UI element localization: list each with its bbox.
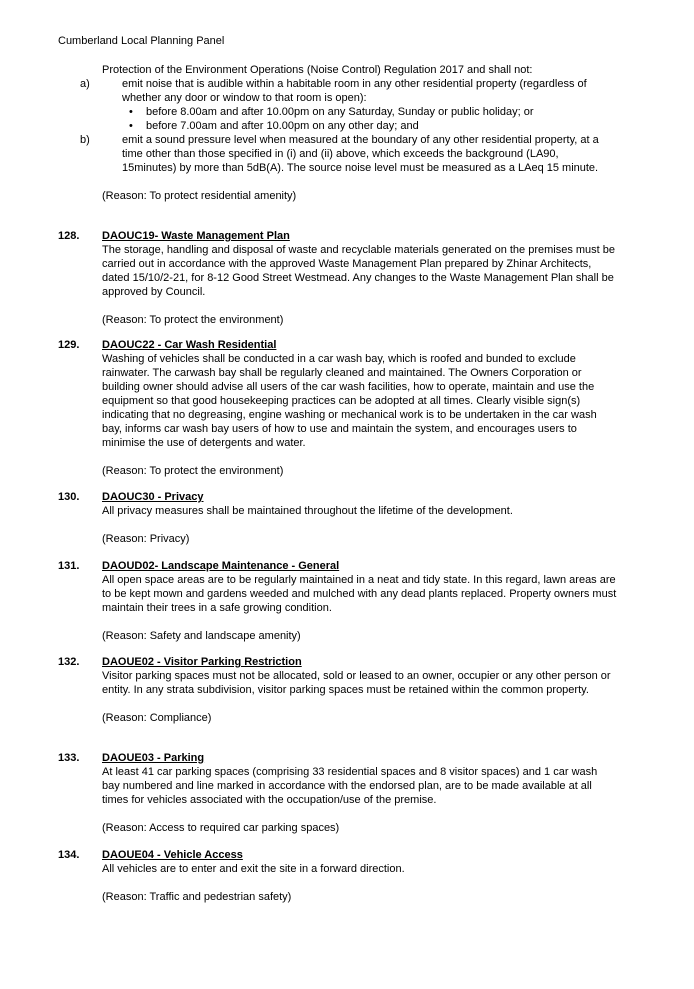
- clause-b-text: emit a sound pressure level when measured at the boundary of any other residential property, at a time other than those specified in (i) and (ii) above, which exceeds the background (LA90, 15minutes) by more than 5dB(A). The source noise level must be measured as a LAeq 15 minute.: [122, 134, 599, 174]
- bullet-text: before 8.00am and after 10.00pm on any Saturday, Sunday or public holiday; or: [146, 106, 534, 118]
- clause-b-label: b): [80, 134, 90, 146]
- condition-number: 130.: [58, 491, 80, 503]
- condition-text: All vehicles are to enter and exit the site in a forward direction.: [102, 863, 405, 875]
- condition-title: DAOUE03 - Parking: [102, 752, 205, 764]
- reason-text: (Reason: To protect the environment): [102, 314, 284, 326]
- reason-text: (Reason: Privacy): [102, 533, 190, 545]
- condition-133: [58, 751, 618, 835]
- page-header: Cumberland Local Planning Panel: [58, 35, 225, 47]
- condition-title: DAOUC30 - Privacy: [102, 491, 204, 503]
- condition-text: Washing of vehicles shall be conducted in a car wash bay, which is roofed and bunded to exclude rainwater. The carwash bay shall be regularly cleaned and maintained. The Owners Corporation or building owner should advise all users of the car wash facilities, how to operate, maintain and use the equipment so that good housekeeping practices can be adopted at all times. Clearly visible sign(s) indicating that no degreasing, engine washing or mechanical work is to be undertaken in the car wash bay, informs car wash bay users of how to use and maintain the system, and encourages users to minimise the use of detergents and water.: [102, 353, 597, 449]
- condition-text: Visitor parking spaces must not be allocated, sold or leased to an owner, occupier or any other person or entity. In any strata subdivision, visitor parking spaces must be retained within the common property.: [102, 670, 611, 696]
- reason-text: (Reason: To protect the environment): [102, 465, 284, 477]
- clause-b: [80, 133, 602, 175]
- condition-title: DAOUC22 - Car Wash Residential: [102, 339, 277, 351]
- condition-134: [58, 848, 618, 904]
- condition-number: 128.: [58, 230, 80, 242]
- intro-lead: Protection of the Environment Operations (Noise Control) Regulation 2017 and shall not:: [102, 64, 533, 76]
- bullet-icon: •: [129, 120, 133, 132]
- condition-129: [58, 338, 618, 478]
- reason-text: (Reason: Safety and landscape amenity): [102, 630, 301, 642]
- clause-a-label: a): [80, 78, 90, 90]
- condition-text: All open space areas are to be regularly maintained in a neat and tidy state. In this regard, lawn areas are to be kept mown and gardens weeded and mulched with any dead plants replaced. Property owners must maintain their trees in a safe growing condition.: [102, 574, 617, 614]
- noise-condition-continuation: [80, 63, 602, 203]
- bullet-icon: •: [129, 106, 133, 118]
- reason-text: (Reason: Compliance): [102, 712, 212, 724]
- condition-number: 134.: [58, 849, 80, 861]
- clause-a-text: emit noise that is audible within a habitable room in any other residential property (regardless of whether any door or window to that room is open):: [122, 78, 587, 104]
- condition-number: 129.: [58, 339, 80, 351]
- condition-text: All privacy measures shall be maintained throughout the lifetime of the development.: [102, 505, 513, 517]
- condition-title: DAOUD02- Landscape Maintenance - General: [102, 560, 340, 572]
- bullet-text: before 7.00am and after 10.00pm on any other day; and: [146, 120, 419, 132]
- reason-text: (Reason: To protect residential amenity): [102, 190, 297, 202]
- condition-number: 133.: [58, 752, 80, 764]
- condition-131: [58, 559, 618, 643]
- condition-title: DAOUE04 - Vehicle Access: [102, 849, 243, 861]
- bullet-item: [102, 119, 602, 133]
- condition-number: 132.: [58, 656, 80, 668]
- condition-text: At least 41 car parking spaces (comprising 33 residential spaces and 8 visitor spaces) and 1 car wash bay numbered and line marked in accordance with the endorsed plan, are to be made available at all times for vehicles associated with the occupation/use of the premise.: [102, 766, 598, 806]
- condition-text: The storage, handling and disposal of waste and recyclable materials generated on the premises must be carried out in accordance with the approved Waste Management Plan prepared by Zhinar Architects, dated 15/10/2-21, for 8-12 Good Street Westmead. Any changes to the Waste Management Plan shall be approved by Council.: [102, 244, 616, 298]
- condition-title: DAOUC19- Waste Management Plan: [102, 230, 290, 242]
- condition-number: 131.: [58, 560, 80, 572]
- reason-text: (Reason: Traffic and pedestrian safety): [102, 891, 292, 903]
- condition-132: [58, 655, 618, 725]
- reason-text: (Reason: Access to required car parking spaces): [102, 822, 340, 834]
- clause-a: [80, 77, 602, 105]
- condition-128: [58, 229, 618, 327]
- condition-title: DAOUE02 - Visitor Parking Restriction: [102, 656, 302, 668]
- condition-130: [58, 490, 618, 546]
- bullet-item: [102, 105, 602, 119]
